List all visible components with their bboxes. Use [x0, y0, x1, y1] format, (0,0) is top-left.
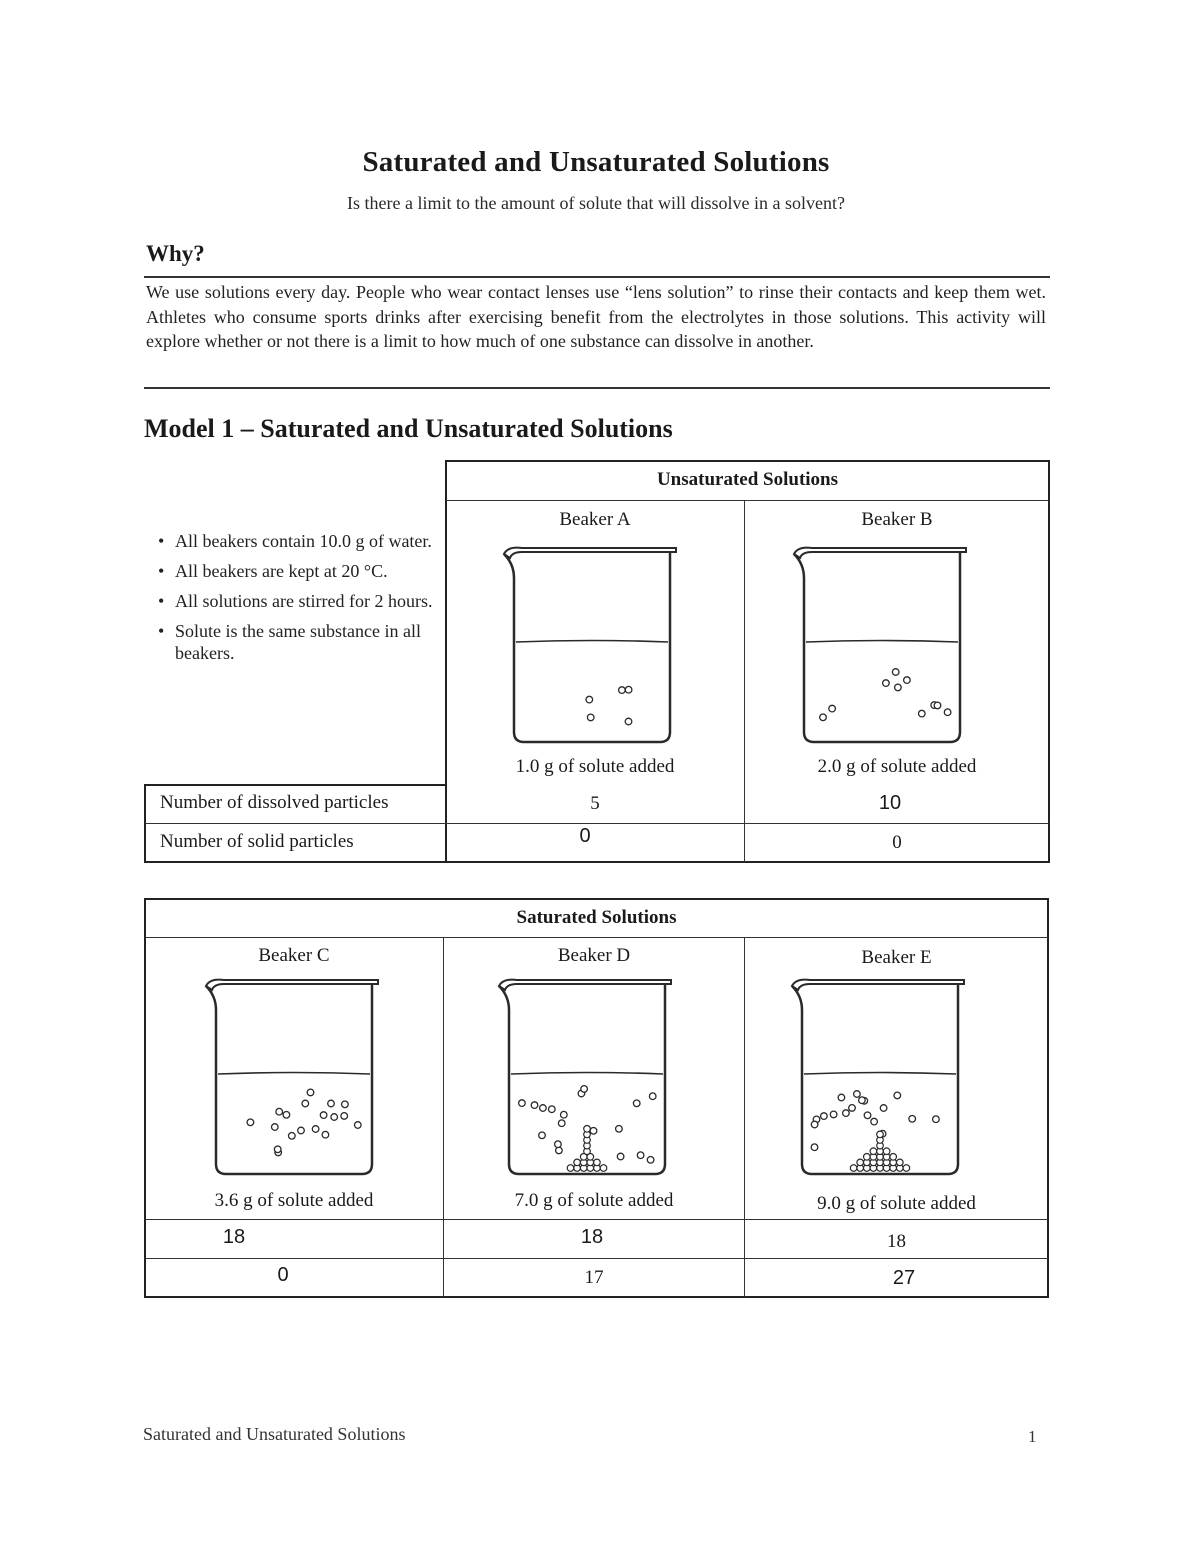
solid-particle [897, 1159, 904, 1166]
solid-particle [574, 1159, 581, 1166]
dissolved-particle [320, 1112, 327, 1119]
dissolved-particle [909, 1116, 916, 1123]
dissolved-particle [821, 1113, 828, 1120]
solid-particle [864, 1154, 871, 1161]
beaker-d-dissolved: 18 [580, 1226, 604, 1248]
dissolved-particle [328, 1100, 335, 1107]
dissolved-particle [838, 1094, 845, 1101]
dissolved-particle [894, 1092, 901, 1099]
dissolved-particle [933, 1116, 940, 1123]
dissolved-particle [581, 1086, 588, 1093]
dissolved-particle [944, 709, 951, 716]
beaker-a-label: Beaker A [559, 509, 631, 530]
dissolved-particle [276, 1108, 283, 1115]
table-divider [744, 500, 745, 862]
beaker-c-solid: 0 [277, 1264, 289, 1286]
dissolved-particle [590, 1128, 597, 1135]
solid-particle [567, 1165, 574, 1172]
why-top-rule [144, 276, 1050, 278]
beaker-a-dissolved: 5 [590, 793, 600, 814]
beaker-rim [499, 980, 671, 990]
liquid-surface [806, 641, 958, 643]
beaker-rim [794, 548, 966, 558]
beaker-body [499, 984, 665, 1174]
dissolved-particle [883, 680, 890, 687]
page-subtitle: Is there a limit to the amount of solute that will dissolve in a solvent? [347, 193, 845, 213]
dissolved-particle [616, 1126, 623, 1133]
beaker-b-solute: 2.0 g of solute added [817, 756, 977, 777]
dissolved-particle [272, 1124, 279, 1131]
dissolved-particle [811, 1144, 818, 1151]
solid-particle [890, 1154, 897, 1161]
dissolved-particle [289, 1133, 296, 1140]
dissolved-particle [549, 1106, 556, 1113]
beaker-a-drawing [498, 538, 683, 748]
dissolved-particle [617, 1153, 624, 1160]
condition-item: • Solute is the same substance in all beakers. [158, 620, 443, 664]
beaker-e-solute: 9.0 g of solute added [817, 1193, 976, 1214]
dissolved-particle [540, 1105, 547, 1112]
beaker-b-dissolved: 10 [878, 792, 902, 814]
condition-item: • All beakers contain 10.0 g of water. [158, 530, 443, 552]
solid-particle [584, 1126, 591, 1133]
dissolved-particle [647, 1157, 654, 1164]
dissolved-particle [331, 1114, 338, 1121]
dissolved-particle [919, 710, 926, 717]
beaker-d-solute: 7.0 g of solute added [514, 1190, 674, 1211]
dissolved-particle [307, 1089, 314, 1096]
dissolved-particle [829, 705, 836, 712]
condition-item: • All beakers are kept at 20 °C. [158, 560, 443, 582]
dissolved-particle [283, 1112, 290, 1119]
model-heading: Model 1 – Saturated and Unsaturated Solutions [144, 414, 673, 443]
dissolved-particle [355, 1122, 362, 1129]
dissolved-particle [274, 1146, 281, 1153]
solid-particle [850, 1165, 857, 1172]
beaker-c-solute: 3.6 g of solute added [214, 1190, 374, 1211]
dissolved-particle [811, 1121, 818, 1128]
why-heading: Why? [146, 241, 205, 266]
beaker-a-solid: 0 [579, 825, 591, 847]
beaker-e-solid: 27 [892, 1267, 916, 1289]
beaker-d-solid: 17 [584, 1267, 604, 1288]
page-number: 1 [1028, 1427, 1037, 1446]
why-paragraph: We use solutions every day. People who wear contact lenses use “lens solution” to rinse their contacts and keep them wet. Athletes who consume sports drinks after exercising benefit from the electrolytes in those solutions. This activity will explore whether or not there is a limit to how much of one substance can dissolve in another. [146, 282, 1046, 351]
dissolved-particle [843, 1110, 850, 1117]
dissolved-particle [531, 1102, 538, 1109]
dissolved-particle [830, 1111, 837, 1118]
dissolved-particle [302, 1100, 309, 1107]
dissolved-particle [904, 677, 911, 684]
dissolved-particle [820, 714, 827, 721]
dissolved-particle [854, 1091, 861, 1098]
dissolved-particle [895, 684, 902, 691]
dissolved-particle [558, 1120, 565, 1127]
page-title: Saturated and Unsaturated Solutions [362, 146, 830, 178]
solid-particle [600, 1165, 607, 1172]
dissolved-particle [859, 1097, 866, 1104]
solid-particle [883, 1148, 890, 1155]
table-divider [145, 1219, 1048, 1220]
dissolved-row-label: Number of dissolved particles [160, 792, 389, 813]
why-bottom-rule [144, 387, 1050, 389]
beaker-c-drawing [200, 970, 390, 1180]
table-divider [145, 937, 1048, 938]
beaker-c-dissolved: 18 [222, 1226, 246, 1248]
unsaturated-header: Unsaturated Solutions [656, 469, 839, 490]
dissolved-particle [633, 1100, 640, 1107]
beaker-d-label: Beaker D [557, 945, 631, 966]
dissolved-particle [342, 1101, 349, 1108]
liquid-surface [511, 1073, 663, 1075]
liquid-surface [804, 1073, 956, 1075]
beaker-body [206, 984, 372, 1174]
solid-particle [877, 1131, 884, 1138]
dissolved-particle [880, 1105, 887, 1112]
solid-row-label: Number of solid particles [160, 831, 354, 852]
beaker-c-label: Beaker C [258, 945, 330, 966]
beaker-rim [206, 980, 378, 990]
dissolved-particle [934, 702, 941, 709]
saturated-header: Saturated Solutions [516, 907, 677, 928]
table-divider [443, 937, 444, 1297]
beaker-body [504, 552, 670, 742]
table-divider [446, 500, 1049, 501]
dissolved-particle [649, 1093, 656, 1100]
solid-particle [857, 1159, 864, 1166]
beaker-a-solute: 1.0 g of solute added [515, 756, 675, 777]
dissolved-particle [298, 1127, 305, 1134]
dissolved-particle [619, 687, 626, 694]
dissolved-particle [871, 1118, 878, 1125]
dissolved-particle [625, 718, 632, 725]
beaker-e-drawing [786, 970, 976, 1180]
dissolved-particle [849, 1105, 856, 1112]
conditions-list [158, 530, 443, 672]
dissolved-particle [539, 1132, 546, 1139]
dissolved-particle [312, 1126, 319, 1133]
beaker-rim [504, 548, 676, 558]
dissolved-particle [322, 1131, 329, 1138]
footer-title: Saturated and Unsaturated Solutions [143, 1424, 406, 1444]
beaker-b-drawing [788, 538, 973, 748]
dissolved-particle [247, 1119, 254, 1126]
solid-particle [870, 1148, 877, 1155]
dissolved-particle [341, 1113, 348, 1120]
dissolved-particle [586, 696, 593, 703]
dissolved-particle [637, 1152, 644, 1159]
beaker-d-drawing [493, 970, 683, 1180]
table-divider [145, 823, 1049, 824]
beaker-b-solid: 0 [892, 832, 902, 853]
dissolved-particle [625, 686, 632, 693]
beaker-b-label: Beaker B [861, 509, 933, 530]
dissolved-particle [587, 714, 594, 721]
dissolved-particle [864, 1112, 871, 1119]
table-divider [145, 1258, 1048, 1259]
solid-particle [903, 1165, 910, 1172]
dissolved-particle [561, 1111, 568, 1118]
beaker-e-dissolved: 18 [887, 1231, 906, 1252]
dissolved-particle [892, 669, 899, 676]
beaker-e-label: Beaker E [861, 947, 932, 968]
dissolved-particle [556, 1147, 563, 1154]
liquid-surface [516, 641, 668, 643]
dissolved-particle [555, 1141, 562, 1148]
condition-item: • All solutions are stirred for 2 hours. [158, 590, 443, 612]
beaker-rim [792, 980, 964, 990]
beaker-body [794, 552, 960, 742]
liquid-surface [218, 1073, 370, 1075]
solid-particle [594, 1159, 601, 1166]
dissolved-particle [519, 1100, 526, 1107]
